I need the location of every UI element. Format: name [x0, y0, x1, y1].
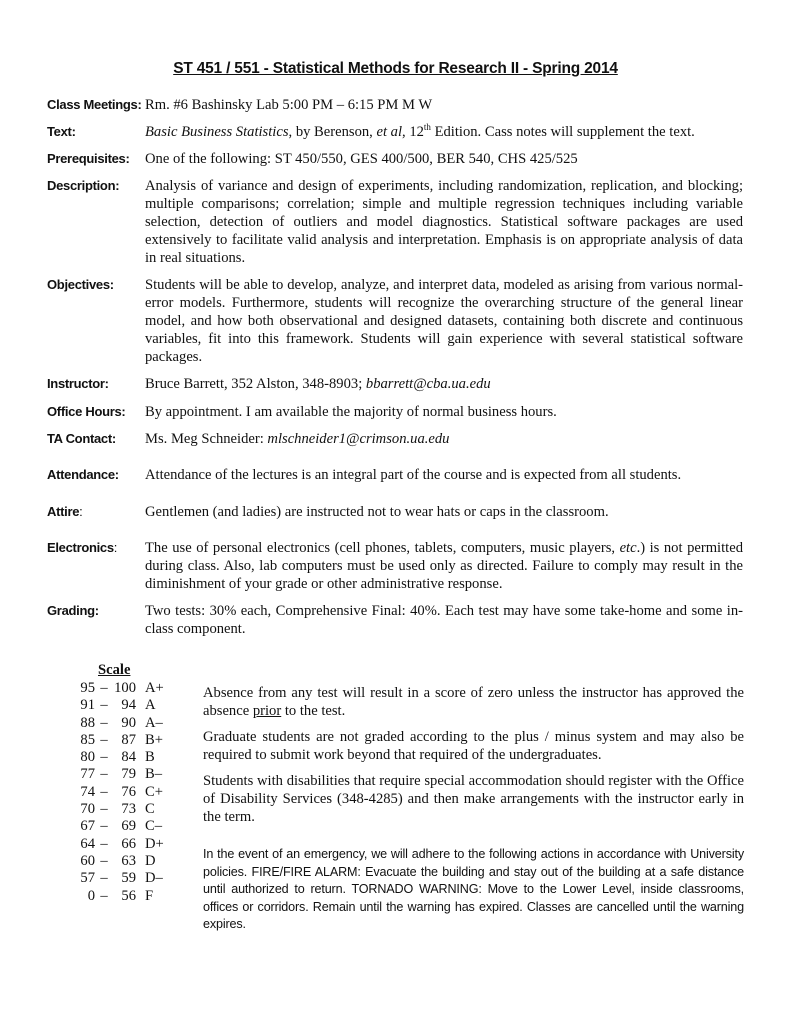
scale-row: [60, 680, 180, 697]
text-label: Text:: [47, 124, 76, 139]
instructor-info: Bruce Barrett, 352 Alston, 348-8903;: [145, 376, 366, 392]
scale-dash: –: [100, 680, 108, 696]
scale-row: [60, 870, 180, 887]
scale-grade: C–: [145, 818, 163, 835]
scale-row: [60, 888, 180, 905]
scale-high: 87: [121, 731, 136, 748]
scale-dash: –: [100, 714, 108, 731]
attire-colon: :: [79, 504, 83, 519]
objectives-label: Objectives:: [47, 277, 114, 292]
attire-label: [47, 503, 147, 521]
office-hours-value: By appointment. I am available the majority of normal business hours.: [145, 404, 557, 420]
scale-low: 74: [80, 783, 95, 800]
scale-low: 0: [87, 887, 95, 904]
scale-high: 94: [121, 697, 136, 714]
instructor-email[interactable]: bbarrett@cba.ua.edu: [365, 376, 491, 392]
scale-low: 80: [80, 749, 95, 766]
scale-dash: –: [100, 766, 108, 783]
graduate-note: Graduate students are not graded according to the plus / minus system and may also be required to submit work beyond that required of the undergraduates.: [203, 729, 744, 763]
scale-row: [60, 715, 180, 732]
scale-grade: C: [145, 801, 155, 818]
scale-high: 59: [121, 870, 136, 887]
scale-grade: F: [145, 887, 154, 904]
absence-text-after: to the test.: [281, 703, 346, 719]
scale-high: 63: [121, 852, 136, 869]
et-al: et al: [376, 124, 403, 140]
electronics-value: [145, 539, 743, 593]
scale-row: [60, 853, 180, 870]
class-meetings-label: Class Meetings:: [47, 97, 142, 112]
scale-row: [60, 801, 180, 818]
objectives-value: Students will be able to develop, analyze, and interpret data, modeled as arising from various normal-error models. Furthermore, students will recognize the overarching structure of the general linear model, and how both observational and designed datasets, containing both discrete and continuous variables, fit into this framework. Students will gain experience with several statistical software packages.: [145, 277, 743, 365]
scale-dash: –: [100, 697, 108, 714]
scale-low: 77: [80, 766, 95, 783]
instructor-value: [145, 375, 743, 393]
grading-value: Two tests: 30% each, Comprehensive Final: 40%. Each test may have some take-home and some in-class component.: [145, 603, 743, 637]
scale-low: 88: [80, 714, 95, 731]
scale-low: 60: [80, 852, 95, 869]
disabilities-note: Students with disabilities that require special accommodation should register with the Office of Disability Services (348-4285) and then make arrangements with the instructor early in the term.: [203, 773, 744, 825]
scale-grade: A: [145, 697, 156, 714]
scale-high: 84: [121, 749, 136, 766]
electronics-label-text: Electronics: [47, 540, 114, 555]
scale-high: 69: [121, 818, 136, 835]
scale-grade: B+: [145, 731, 163, 748]
scale-dash: –: [100, 801, 108, 818]
scale-high: 66: [121, 835, 136, 852]
ta-name: Ms. Meg Schneider:: [145, 431, 268, 447]
scale-row: [60, 732, 180, 749]
scale-grade: B–: [145, 766, 163, 783]
office-hours-label: Office Hours:: [47, 404, 126, 419]
description-value: Analysis of variance and design of experiments, including randomization, replication, and blocking; multiple comparisons; correlation; simple and multiple regression techniques including variable selection, detection of outliers and model diagnostics. Statistical software packages are used extensively to facilitate valid analysis and interpretation. Emphasis is on appropriate analysis of data in real situations.: [145, 178, 743, 266]
scale-grade: D–: [145, 870, 163, 887]
scale-high: 90: [121, 714, 136, 731]
edition-suffix: th: [423, 122, 431, 133]
scale-dash: –: [100, 835, 108, 852]
text-value: [145, 123, 743, 141]
scale-row: [60, 749, 180, 766]
ta-email[interactable]: mlschneider1@crimson.ua.edu: [267, 431, 450, 447]
electronics-colon: :: [113, 540, 118, 555]
book-title: Basic Business Statistics: [145, 124, 289, 140]
scale-high: 76: [121, 783, 136, 800]
attendance-label: Attendance:: [47, 467, 119, 482]
scale-low: 67: [80, 818, 95, 835]
scale-grade: D: [145, 852, 156, 869]
scale-row: [60, 784, 180, 801]
scale-low: 57: [80, 870, 95, 887]
text-by: , by Berenson,: [288, 124, 377, 140]
electronics-text-before: The use of personal electronics (cell phones, tablets, computers, music players,: [145, 540, 620, 556]
scale-dash: –: [100, 731, 108, 748]
attire-value: Gentlemen (and ladies) are instructed not to wear hats or caps in the classroom.: [145, 504, 609, 520]
emergency-note: In the event of an emergency, we will adhere to the following actions in accordance with University policies. FIRE/FIRE ALARM: Evacuate the building and stay out of the building at a safe distance until authorized to return. TORNADO WARNING: Move to the Lower Level, inside classrooms, offices or corridors. Remain until the warning has expired. Classes are cancelled until the warning expires.: [203, 847, 744, 931]
ta-contact-label: TA Contact:: [47, 431, 116, 446]
ta-contact-value: [145, 430, 743, 448]
scale-grade: A–: [145, 714, 163, 731]
scale-dash: –: [100, 852, 108, 869]
instructor-label: Instructor:: [47, 376, 109, 391]
scale-grade: B: [145, 749, 155, 766]
scale-row: [60, 818, 180, 835]
absence-prior: prior: [252, 703, 282, 719]
electronics-label: [47, 539, 147, 557]
grading-label: Grading:: [47, 603, 99, 618]
scale-dash: –: [100, 870, 108, 887]
description-label: Description:: [47, 178, 120, 193]
scale-high: 56: [121, 887, 136, 904]
scale-dash: –: [100, 887, 108, 904]
attire-label-text: Attire: [47, 504, 80, 519]
page-title: ST 451 / 551 - Statistical Methods for Research II - Spring 2014: [173, 60, 618, 77]
scale-high: 79: [121, 766, 136, 783]
prerequisites-label: Prerequisites:: [47, 151, 130, 166]
grade-scale-table: [60, 680, 180, 905]
scale-dash: –: [100, 749, 108, 766]
class-meetings-value: Rm. #6 Bashinsky Lab 5:00 PM – 6:15 PM M W: [145, 97, 433, 113]
scale-dash: –: [100, 818, 108, 835]
scale-low: 95: [80, 680, 95, 696]
scale-low: 91: [80, 697, 95, 714]
attendance-value: Attendance of the lectures is an integral part of the course and is expected from all students.: [145, 467, 682, 483]
electronics-etc: etc: [619, 540, 637, 556]
scale-dash: –: [100, 783, 108, 800]
scale-row: [60, 766, 180, 783]
scale-low: 64: [80, 835, 95, 852]
scale-grade: C+: [145, 783, 163, 800]
absence-text-before: Absence from any test will result in a score of zero unless the instructor has approved the absence: [203, 685, 744, 719]
absence-note: [203, 684, 744, 720]
scale-low: 70: [80, 801, 95, 818]
edition-number: , 12: [402, 124, 424, 140]
scale-heading: Scale: [98, 662, 131, 678]
scale-low: 85: [80, 731, 95, 748]
text-rest: Edition. Cass notes will supplement the text.: [430, 124, 695, 140]
scale-high: 100: [114, 680, 136, 696]
scale-row: [60, 697, 180, 714]
scale-grade: D+: [145, 835, 164, 852]
prerequisites-value: One of the following: ST 450/550, GES 400/500, BER 540, CHS 425/525: [145, 151, 578, 167]
electronics-text-after: .) is not permitted during class. Also, lab computers must be used only as directed. Failure to comply may result in the diminishment of your grade or other administrative response.: [145, 540, 743, 592]
scale-row: [60, 836, 180, 853]
scale-grade: A+: [145, 680, 164, 696]
scale-high: 73: [121, 801, 136, 818]
